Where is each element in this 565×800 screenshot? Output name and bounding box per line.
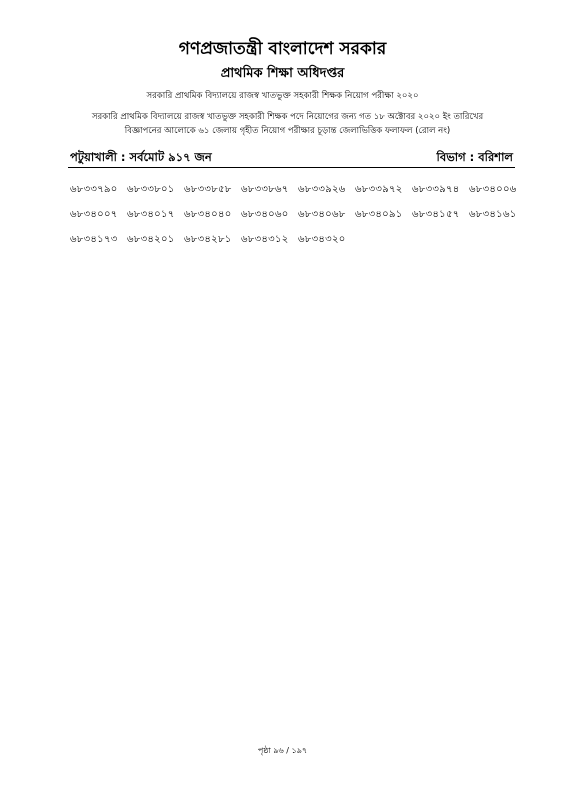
exam-title: সরকারি প্রাথমিক বিদ্যালয়ে রাজস্ব খাতভুক্ত সহকারী শিক্ষক নিয়োগ পরীক্ষা ২০২০ [146, 91, 419, 101]
roll-number: ৬৮৩৪০১৭ [127, 209, 175, 220]
roll-number: ৬৮৩৪০৬৮ [298, 209, 346, 220]
roll-number: ৬৮৩৩৯২৬ [298, 184, 346, 195]
notice-line-2: বিজ্ঞাপনের আলোকে ৬১ জেলায় গৃহীত নিয়োগ পরীক্ষার চূড়ান্ত জেলাভিত্তিক ফলাফল (রোল নং) [124, 126, 451, 136]
roll-number: ৬৮৩৪২০১ [127, 234, 175, 245]
roll-number: ৬৮৩৩৮৫৮ [184, 184, 232, 195]
notice-line-1: সরকারি প্রাথমিক বিদ্যালয়ে রাজস্ব খাতভুক্ত সহকারী শিক্ষক পদে নিয়োগের জন্য গত ১৮ অক্টোবর ২০২০ ইং তারিখের [91, 112, 484, 122]
roll-number: ৬৮৩৩৯৭৪ [412, 184, 460, 195]
roll-number: ৬৮৩৪১৬১ [469, 209, 517, 220]
roll-number: ৬৮৩৪০৪০ [184, 209, 232, 220]
page-number: পৃষ্ঠা ৯৬ / ১৯৭ [257, 746, 308, 755]
roll-number: ৬৮৩৩৯৭২ [355, 184, 403, 195]
roll-number: ৬৮৩৩৮০১ [127, 184, 175, 195]
roll-number: ৬৮৩৪৩১২ [241, 234, 289, 245]
roll-number: ৬৮৩৪০৯১ [355, 209, 403, 220]
district-total: পটুয়াখালী : সর্বমোট ৯১৭ জন [70, 150, 212, 164]
roll-number: ৬৮৩৪৩২০ [298, 234, 346, 245]
roll-number: ৬৮৩৩৮৬৭ [241, 184, 289, 195]
roll-number: ৬৮৩৪০৬০ [241, 209, 289, 220]
government-title: গণপ্রজাতন্ত্রী বাংলাদেশ সরকার [178, 39, 387, 59]
header-divider [68, 167, 515, 168]
roll-number: ৬৮৩৪০০৬ [469, 184, 517, 195]
roll-number: ৬৮৩৪০০৭ [70, 209, 118, 220]
division-label: বিভাগ : বরিশাল [436, 150, 513, 164]
roll-number-list [70, 182, 520, 249]
roll-number: ৬৮৩৪১৫৭ [412, 209, 460, 220]
roll-number: ৬৮৩৪২৮১ [184, 234, 232, 245]
department-title: প্রাথমিক শিক্ষা অধিদপ্তর [220, 66, 345, 81]
roll-number: ৬৮৩৪১৭৩ [70, 234, 118, 245]
roll-number: ৬৮৩৩৭৯০ [70, 184, 118, 195]
